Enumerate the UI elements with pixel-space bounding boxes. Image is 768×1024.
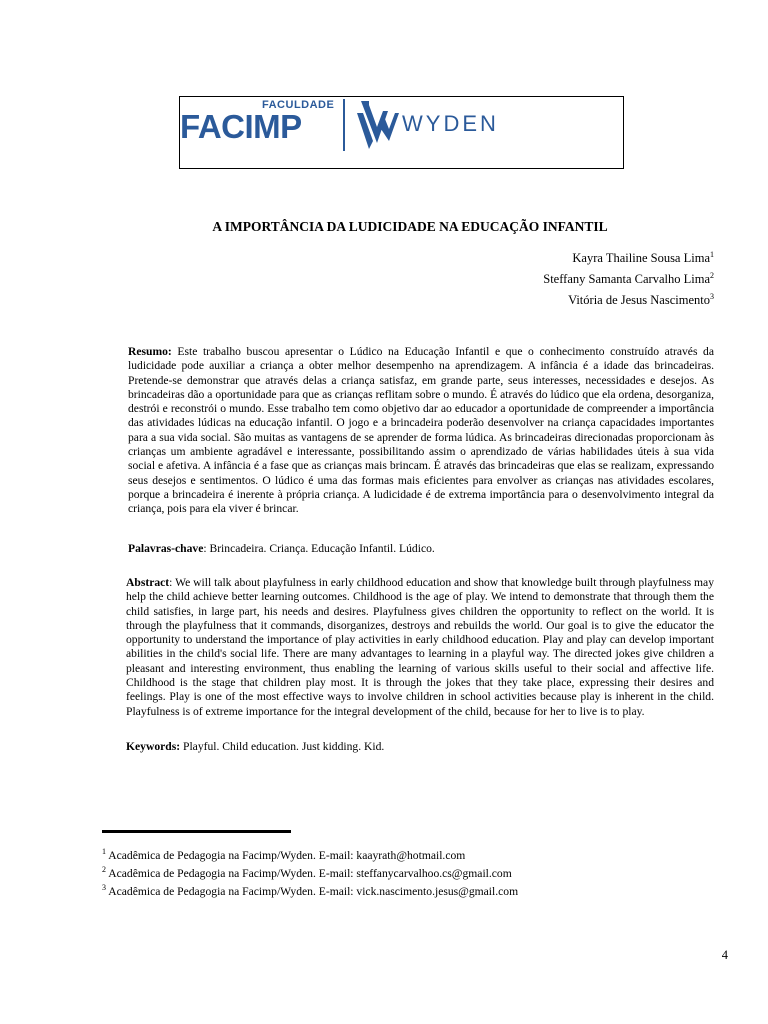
footnote-2 (102, 863, 518, 881)
footnote-text: Acadêmica de Pedagogia na Facimp/Wyden. E-mail: kaayrath@hotmail.com (106, 848, 466, 862)
author-name: Steffany Samanta Carvalho Lima (543, 272, 710, 287)
footnote-separator (102, 830, 291, 833)
author-note-marker: 3 (710, 292, 714, 302)
author-1 (543, 246, 714, 267)
wyden-logo-icon (355, 97, 399, 149)
logo-wyden-text: WYDEN (402, 111, 499, 136)
author-name: Vitória de Jesus Nascimento (568, 293, 710, 308)
footnote-text: Acadêmica de Pedagogia na Facimp/Wyden. E-mail: steffanycarvalhoo.cs@gmail.com (106, 866, 512, 880)
logo-facimp-text: FACIMP (180, 108, 302, 145)
resumo-paragraph (128, 345, 714, 517)
palavras-chave-text: : Brincadeira. Criança. Educação Infantil. Lúdico. (203, 542, 435, 555)
footnote-number: 3 (102, 882, 106, 892)
resumo-label: Resumo: (128, 345, 172, 358)
logo-banner (179, 96, 624, 169)
abstract-paragraph (126, 576, 714, 719)
resumo-text: Este trabalho buscou apresentar o Lúdico na Educação Infantil e que o conhecimento construído através da ludicidade pode auxiliar a criança a obter melhor desempenho na aprendizagem. A infância é a idade das brincadeiras. Pretende-se demonstrar que através delas a criança satisfaz, em grande parte, seus interesses, necessidades e desejos. As brincadeiras dão a oportunidade para que as crianças reflitam sobre o mundo. É através do lúdico que ela ordena, desorganiza, destrói e reconstrói o mundo. Esse trabalho tem como objetivo dar ao educador a oportunidade de compreender a importância das atividades lúdicas na educação infantil. O jogo e a brincadeira poderão desenvolver na criança capacidades importantes para a sua vida social. São muitas as vantagens de se aprender de forma lúdica. As brincadeiras direcionadas proporcionam às crianças um ambiente agradável e interessante, possibilitando assim o aprendizado de várias habilidades úteis à sua vida social e afetiva. A infância é a fase que as crianças mais brincam. É através das brincadeiras que elas se realizam, expressando seus desejos e sentimentos. O lúdico é uma das formas mais eficientes para envolver as crianças nas atividades escolares, porque a brincadeira é inerente à própria criança. A ludicidade é de extrema importância para o desenvolvimento integral da criança, pois para ela viver é brincar. (128, 345, 714, 516)
abstract-label: Abstract (126, 576, 170, 589)
footnote-3 (102, 881, 518, 899)
keywords-text: Playful. Child education. Just kidding. Kid. (180, 740, 385, 753)
keywords-paragraph (126, 740, 712, 754)
logo-faculdade-text: FACULDADE (262, 99, 335, 111)
page-number: 4 (721, 948, 728, 962)
palavras-chave-label: Palavras-chave (128, 542, 204, 555)
paper-title: A IMPORTÂNCIA DA LUDICIDADE NA EDUCAÇÃO INFANTIL (212, 219, 608, 234)
author-list (543, 246, 714, 309)
author-3 (543, 288, 714, 309)
author-2 (543, 267, 714, 288)
author-note-marker: 2 (710, 271, 714, 281)
footnote-1 (102, 845, 518, 863)
logo-divider (343, 99, 345, 151)
author-note-marker: 1 (710, 250, 714, 259)
palavras-chave-paragraph (128, 542, 714, 556)
footnote-number: 1 (102, 847, 106, 856)
keywords-label: Keywords: (126, 740, 181, 753)
footnote-list (102, 845, 518, 899)
footnote-number: 2 (102, 864, 106, 874)
abstract-text: : We will talk about playfulness in early childhood education and show that knowledge built through playfulness may help the child achieve better learning outcomes. Childhood is the age of play. We intend to demonstrate that through them the child satisfies, in large part, his needs and desires. Playfulness gives children the opportunity to reflect on the world. It is through the playfulness that it commands, disorganizes, destroys and rebuilds the world. Our goal is to give the educator the opportunity to understand the importance of play activities in early childhood education. Play and play can develop important abilities in the child's social life. There are many advantages to learning in a playful way. The directed jokes give children a pleasant and interesting environment, thus enabling the learning of various skills useful to their social and affective life. Childhood is the stage that children play most. It is through the jokes that they take place, expressing their desires and feelings. Play is one of the most effective ways to involve children in school activities because play is inherent in the child. Playfulness is of extreme importance for the integral development of the child, because for her to live is to play. (126, 576, 714, 718)
author-name: Kayra Thailine Sousa Lima (572, 251, 710, 266)
footnote-text: Acadêmica de Pedagogia na Facimp/Wyden. E-mail: vick.nascimento.jesus@gmail.com (106, 884, 519, 898)
